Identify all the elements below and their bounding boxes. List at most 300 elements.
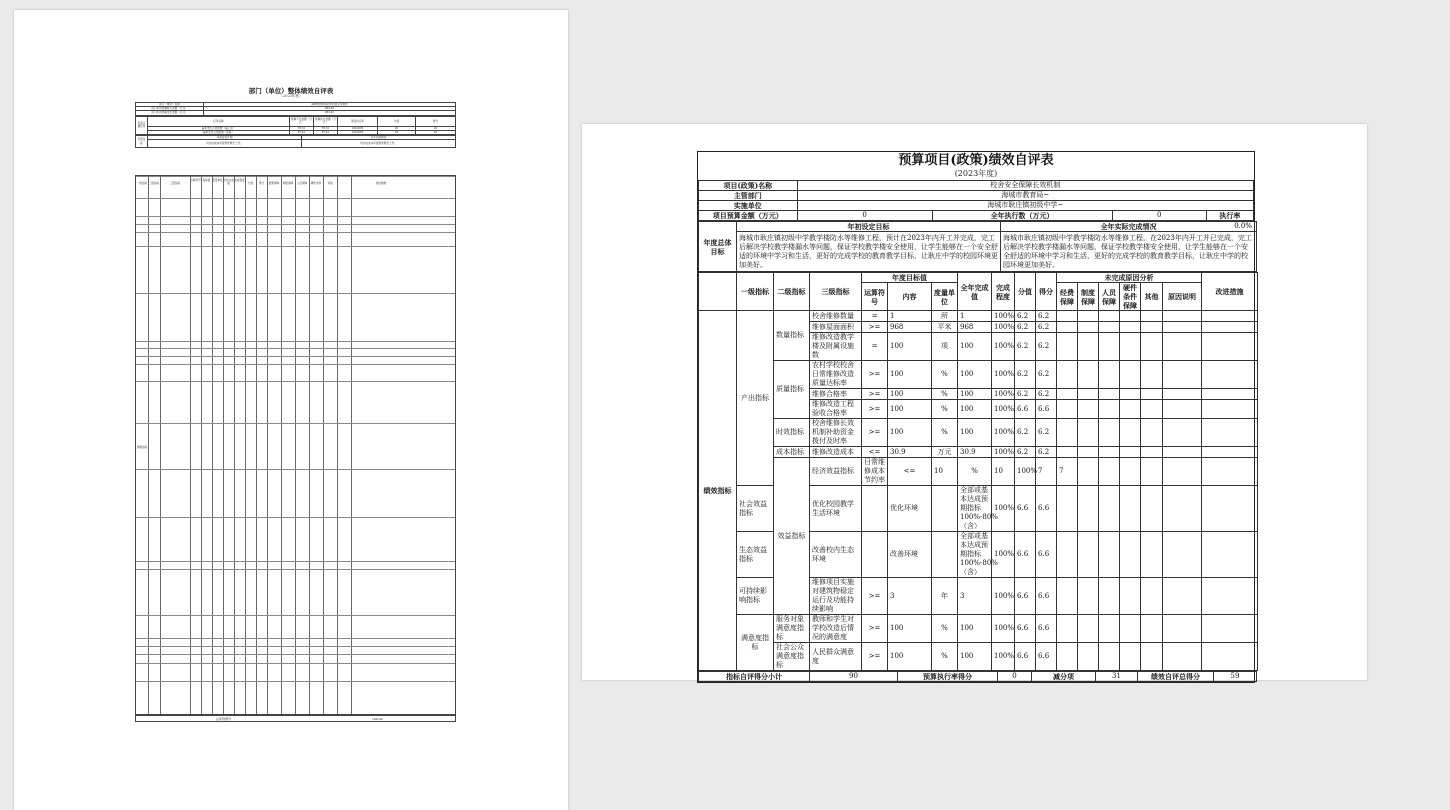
indicator-content: 100 [888, 419, 932, 447]
footer-table [698, 671, 1257, 682]
page1-indicator-grid [135, 175, 456, 715]
task-col-header: 任务名称 [148, 116, 290, 126]
indicator-name: 维修合格率 [810, 389, 862, 400]
indicator-score: 6.2 [1015, 311, 1036, 322]
col-header: 指标值 [202, 179, 211, 182]
indicator-op: >= [862, 389, 888, 400]
indicator-got: 6.6 [1036, 486, 1057, 532]
reason-cell [1057, 311, 1078, 322]
reason-cell [1141, 447, 1163, 458]
indicator-actual: 100 [958, 419, 992, 447]
task-actual: 76.31 [314, 126, 338, 130]
indicator-content: 100 [888, 643, 932, 671]
task-col-header: 项目执行率 [338, 116, 378, 126]
indicator-content: 优化环境 [888, 486, 932, 532]
reason-cell [1078, 458, 1099, 486]
indicator-got: 6.6 [1036, 532, 1057, 578]
col-header: 度量单位 [212, 179, 223, 182]
reason-cell [1202, 322, 1258, 333]
total-label: 总评价得分 [216, 717, 232, 721]
reason-cell [1099, 643, 1120, 671]
rate-value: 0.0% [1234, 222, 1252, 230]
indicator-content: 100 [888, 389, 932, 400]
reason-cell [1141, 532, 1163, 578]
indicator-unit: % [932, 389, 958, 400]
task-rate: 100.00% [338, 126, 378, 130]
exec-label: 全年执行数（万元） [932, 211, 1112, 221]
indicator-degree: 100% [992, 419, 1015, 447]
reason-cell [1057, 447, 1078, 458]
task-rate: 100.00% [338, 130, 378, 134]
indicator-name: 校舍维修长效机制补助资金拨付及时率 [810, 419, 862, 447]
reason-cell [1202, 615, 1258, 643]
indicator-content: 10 [932, 458, 958, 486]
reason-cell [1078, 447, 1099, 458]
col-header: 完成程度 [234, 179, 245, 182]
goal-plan-text: 切实完成本年度教育教学工作。 [148, 140, 302, 148]
reason-cell [1120, 458, 1141, 486]
col-header: 其他 [327, 182, 333, 185]
indicator-got: 6.2 [1036, 361, 1057, 389]
reason-cell [1141, 361, 1163, 389]
reason-cell [1120, 532, 1141, 578]
col-op: 运算符号 [862, 283, 888, 311]
budget-score-value: 0 [998, 672, 1032, 682]
reason-cell [1163, 532, 1202, 578]
reason-cell [1163, 458, 1202, 486]
reason-cell [1078, 643, 1099, 671]
total-value: 100.00 [372, 717, 383, 721]
reason-cell [1120, 447, 1141, 458]
indicator-got: 6.6 [1036, 643, 1057, 671]
col-r1: 经费保障 [1057, 283, 1078, 311]
dept-label: 主管部门 [699, 191, 798, 201]
col-header: 一级指标 [136, 182, 148, 185]
form-year: (2023年度) [954, 169, 998, 178]
reason-cell [1099, 322, 1120, 333]
indicator-unit: 平米 [932, 322, 958, 333]
task-score: 20 [378, 126, 416, 130]
indicator-op: = [862, 311, 888, 322]
performance-eval-form [697, 151, 1255, 683]
reason-cell [1163, 389, 1202, 400]
indicator-actual: 100 [958, 400, 992, 419]
col-header: 制度保障 [282, 182, 294, 185]
indicator-degree: 100% [992, 322, 1015, 333]
level2-quality: 质量指标 [774, 361, 810, 419]
minus-value: 31 [1096, 672, 1138, 682]
col-header: 改进措施 [375, 182, 387, 185]
col-header: 二级指标 [148, 182, 160, 185]
budget-score-label: 预算执行率得分 [898, 672, 998, 682]
page1-subtitle: （2023年度） [279, 94, 303, 98]
reason-cell [1057, 643, 1078, 671]
indicator-op: >= [862, 578, 888, 615]
reason-cell [1202, 389, 1258, 400]
indicator-degree: 100% [992, 532, 1015, 578]
task-got: 20 [416, 130, 456, 134]
task-col-header: 分值 [378, 116, 416, 126]
indicator-table [698, 272, 1258, 671]
reason-cell [1202, 578, 1258, 615]
indicator-name: 改善校内生态环境 [810, 532, 862, 578]
indicator-content: 100 [888, 400, 932, 419]
col-score: 分值 [1015, 273, 1036, 311]
level2-svc_sat: 服务对象满意度指标 [774, 615, 810, 643]
indicator-actual: 100 [958, 615, 992, 643]
reason-cell [1202, 361, 1258, 389]
subtotal-label: 指标自评得分小计 [699, 672, 810, 682]
project-name-label: 项目(政策)名称 [699, 181, 798, 191]
indicator-unit: % [932, 643, 958, 671]
col-r5: 其他 [1141, 283, 1163, 311]
indicator-op: >= [862, 322, 888, 333]
indicator-name: 维修项目实施对建筑物稳定运行及功能持续影响 [810, 578, 862, 615]
col-header: 三级指标 [169, 182, 181, 185]
indicator-unit: % [932, 400, 958, 419]
indicator-score: 6.2 [1015, 322, 1036, 333]
indicator-op: <= [888, 458, 932, 486]
indicator-actual: 全部或基本达成预期指标100%-80%（含） [958, 486, 992, 532]
goal-plan-header: 年初设定目标 [737, 222, 1001, 232]
perf-indicator-label: 绩效指标 [699, 311, 737, 671]
indicator-content: 968 [888, 322, 932, 333]
reason-cell [1120, 578, 1141, 615]
document-page-2[interactable] [582, 124, 1367, 680]
reason-cell [1099, 615, 1120, 643]
reason-cell [1078, 333, 1099, 361]
reason-cell [1163, 447, 1202, 458]
goal-plan-text: 海城市耿庄镇初级中学教学楼防水等维修工程，预计在2023年内开工并完成，完工后解决学校教学楼漏水等问题，保证学校教学楼安全使用，让学生能够在一个安全舒适的环境中学习和生活，更好的完成学校的教育教学目标，让耿庄中学的校园环境更加美好。 [737, 232, 1001, 272]
reason-cell [1057, 333, 1078, 361]
reason-cell [1120, 322, 1141, 333]
document-page-1[interactable] [14, 10, 568, 810]
reason-cell [1057, 361, 1078, 389]
reason-cell [1141, 322, 1163, 333]
indicator-name: 优化校园教学生活环境 [810, 486, 862, 532]
indicator-actual: 3 [958, 578, 992, 615]
reason-cell [1163, 486, 1202, 532]
indicator-name: 农村学校校舍日常维修改造质量达标率 [810, 361, 862, 389]
indicator-got: 6.2 [1036, 333, 1057, 361]
indicator-degree: 100% [992, 578, 1015, 615]
reason-cell [1099, 532, 1120, 578]
indicator-actual: 100 [958, 643, 992, 671]
header-label: 部门年初预算支出金额（万元） [136, 111, 204, 115]
reason-cell [1141, 578, 1163, 615]
indicator-actual: 100 [958, 389, 992, 400]
indicator-unit [932, 486, 958, 532]
level1-benefit: 效益指标 [774, 458, 810, 615]
indicator-degree: 100% [992, 643, 1015, 671]
indicator-score: 6.6 [1015, 615, 1036, 643]
header-label: 部门（单位）名称 [136, 103, 204, 107]
reason-cell [1202, 458, 1258, 486]
col-content: 内容 [888, 283, 932, 311]
col-r4: 硬件条件保障 [1120, 283, 1141, 311]
page1-header-table [135, 102, 456, 148]
indicator-degree: 100% [992, 389, 1015, 400]
col-header: 分值 [247, 182, 254, 185]
indicator-actual: 968 [958, 322, 992, 333]
reason-cell [1099, 486, 1120, 532]
page1-title: 部门（单位）整体绩效自评表 [248, 87, 334, 95]
indicator-op [862, 532, 888, 578]
indicator-op: >= [862, 419, 888, 447]
indicator-name: 校舍维修数量 [810, 311, 862, 322]
indicator-name: 维修改造教学楼及附属设施数 [810, 333, 862, 361]
reason-cell [1057, 578, 1078, 615]
task-row-label: 年度主要任务 [136, 116, 148, 134]
goal-row-label: 年度目标 [136, 136, 148, 148]
level2-quantity: 数量指标 [774, 311, 810, 361]
col-header: 全年完成值 [223, 179, 234, 186]
indicator-name: 维修屋面面积 [810, 322, 862, 333]
reason-cell [1078, 400, 1099, 419]
indicator-degree: 100% [992, 615, 1015, 643]
task-budget: 87.41 [290, 130, 314, 134]
indicator-op: >= [862, 615, 888, 643]
task-budget: 76.31 [290, 126, 314, 130]
reason-cell [1141, 486, 1163, 532]
dept-value: 海城市教育局~ [797, 191, 1253, 201]
reason-cell [1202, 333, 1258, 361]
indicator-op [862, 486, 888, 532]
indicator-op: = [862, 333, 888, 361]
rate-label: 执行率 [1206, 211, 1253, 221]
reason-cell [1099, 361, 1120, 389]
indicator-unit: 万元 [932, 447, 958, 458]
col-header: 运算符号 [190, 179, 201, 182]
indicator-score: 6.2 [1015, 333, 1036, 361]
indicator-content: 改善环境 [888, 532, 932, 578]
reason-cell [1078, 389, 1099, 400]
reason-cell [1099, 400, 1120, 419]
indicator-op: >= [862, 400, 888, 419]
reason-cell [1078, 486, 1099, 532]
col-header: 得分 [258, 182, 265, 185]
goal-actual-text: 海城市耿庄镇初级中学教学楼防水等维修工程，在2023年内开工并已完成，完工后解决学校教学楼漏水等问题，保证学校教学楼安全使用，让学生能够在一个安全舒适的环境中学习和生活，更好的完成学校的教育教学目标，让耿庄中学的校园环境更加美好。 [1001, 232, 1257, 272]
page1-total-row [135, 715, 456, 722]
indicator-unit: 项 [932, 333, 958, 361]
col-actual: 全年完成值 [958, 273, 992, 311]
budget-label: 项目预算金额（万元） [699, 211, 798, 221]
reason-cell [1141, 419, 1163, 447]
reason-cell [1141, 311, 1163, 322]
indicator-score: 6.6 [1015, 578, 1036, 615]
indicator-content: 100 [888, 615, 932, 643]
indicator-got: 7 [1057, 458, 1078, 486]
indicator-name: 维修改造成本 [810, 447, 862, 458]
col-unit: 度量单位 [932, 283, 958, 311]
indicator-actual: 100 [958, 333, 992, 361]
reason-cell [1099, 389, 1120, 400]
reason-cell [1099, 458, 1120, 486]
col-target-group: 年度目标值 [862, 273, 958, 283]
col-improve: 改进措施 [1202, 273, 1258, 311]
project-name-value: 校舍安全保障长效机制 [797, 181, 1253, 191]
reason-cell [1120, 333, 1141, 361]
goal-done-header: 全年完成情况 [302, 136, 456, 140]
indicator-score: 6.2 [1015, 419, 1036, 447]
indicator-got: 6.2 [1036, 447, 1057, 458]
col-header: 经费保障 [268, 182, 280, 185]
reason-cell [1078, 361, 1099, 389]
task-name: 基本支出人员经费（保险） [148, 130, 290, 134]
task-name: 基本支出人员经费（基工资） [148, 126, 290, 130]
reason-cell [1078, 578, 1099, 615]
indicator-unit: % [932, 361, 958, 389]
reason-cell [1163, 400, 1202, 419]
indicator-score: 6.2 [1015, 389, 1036, 400]
minus-label: 减分项 [1032, 672, 1096, 682]
reason-cell [1202, 643, 1258, 671]
project-info-table [698, 180, 1254, 221]
reason-cell [1202, 447, 1258, 458]
indicator-content: 1 [888, 311, 932, 322]
indicator-blank-header [699, 273, 737, 311]
task-actual: 87.41 [314, 130, 338, 134]
reason-cell [1078, 311, 1099, 322]
reason-cell [1057, 400, 1078, 419]
reason-cell [1057, 389, 1078, 400]
reason-cell [1099, 578, 1120, 615]
col-header: 人员保障 [296, 182, 308, 185]
reason-cell [1202, 311, 1258, 322]
indicator-op: >= [862, 643, 888, 671]
reason-cell [1202, 419, 1258, 447]
col-l1: 一级指标 [737, 273, 774, 311]
goal-plan-header: 年初目标计划 [148, 136, 302, 140]
indicator-got: 6.6 [1036, 400, 1057, 419]
reason-cell [1141, 643, 1163, 671]
indicator-op: <= [862, 447, 888, 458]
task-col-header: 预算执行金额（万元） [315, 117, 336, 125]
reason-cell [1141, 389, 1163, 400]
reason-cell [1202, 400, 1258, 419]
reason-cell [1202, 532, 1258, 578]
reason-cell [1163, 333, 1202, 361]
task-got: 20 [416, 126, 456, 130]
indicator-score: 6.6 [1015, 400, 1036, 419]
total-score-label: 绩效自评总得分 [1138, 672, 1214, 682]
indicator-got: 6.2 [1036, 322, 1057, 333]
indicator-score: 6.2 [1015, 361, 1036, 389]
level2-cost: 成本指标 [774, 447, 810, 458]
reason-cell [1120, 400, 1141, 419]
reason-cell [1099, 447, 1120, 458]
indicator-degree: 100% [992, 311, 1015, 322]
reason-cell [1057, 322, 1078, 333]
subtotal-value: 90 [810, 672, 898, 682]
level2-economic: 经济效益指标 [810, 458, 862, 486]
reason-cell [1163, 578, 1202, 615]
indicator-got: 6.2 [1036, 311, 1057, 322]
reason-cell [1057, 532, 1078, 578]
reason-cell [1120, 311, 1141, 322]
indicator-degree: 100% [992, 400, 1015, 419]
indicator-got: 6.2 [1036, 419, 1057, 447]
indicator-got: 6.6 [1036, 578, 1057, 615]
reason-cell [1099, 419, 1120, 447]
level1-label: 绩效指标 [136, 446, 148, 449]
reason-cell [1202, 486, 1258, 532]
reason-cell [1057, 615, 1078, 643]
level1-satisfaction: 满意度指标 [737, 615, 774, 671]
col-got: 得分 [1036, 273, 1057, 311]
level2-social: 社会效益指标 [737, 486, 774, 532]
exec-value: 0 [1112, 211, 1206, 221]
level2-ecological: 生态效益指标 [737, 532, 774, 578]
reason-cell [1078, 322, 1099, 333]
budget-value: 0 [797, 211, 932, 221]
indicator-degree: 100% [992, 333, 1015, 361]
indicator-score: 6.2 [1015, 447, 1036, 458]
reason-cell [1120, 419, 1141, 447]
indicator-unit: 年 [932, 578, 958, 615]
indicator-content: 3 [888, 578, 932, 615]
indicator-score: 6.6 [1015, 643, 1036, 671]
indicator-unit: % [932, 419, 958, 447]
col-r2: 制度保障 [1078, 283, 1099, 311]
indicator-name: 日常维修成本节约率 [862, 458, 888, 486]
goal-row-label: 年度总体目标 [699, 222, 737, 272]
header-label: 部门年初预算收入金额（万元） [136, 107, 204, 111]
col-header: 硬件条件 [310, 182, 322, 185]
indicator-content: 30.9 [888, 447, 932, 458]
goal-done-text: 切实完成本年度教育教学工作。 [302, 140, 456, 148]
reason-cell [1163, 419, 1202, 447]
level2-timeliness: 时效指标 [774, 419, 810, 447]
indicator-got: 6.6 [1036, 615, 1057, 643]
indicator-score: 7 [1036, 458, 1057, 486]
indicator-degree: 100% [1015, 458, 1036, 486]
reason-cell [1120, 389, 1141, 400]
indicator-unit: % [958, 458, 992, 486]
reason-cell [1163, 322, 1202, 333]
indicator-unit: 所 [932, 311, 958, 322]
reason-cell [1163, 615, 1202, 643]
col-r6: 原因说明 [1163, 283, 1202, 311]
indicator-actual: 100 [958, 361, 992, 389]
indicator-actual: 10 [992, 458, 1015, 486]
reason-cell [1163, 643, 1202, 671]
indicator-name: 教师和学生对学校改造后情况的满意度 [810, 615, 862, 643]
col-degree: 完成程度 [992, 273, 1015, 311]
form-title: 预算项目(政策)绩效自评表 [898, 153, 1054, 168]
col-r3: 人员保障 [1099, 283, 1120, 311]
goal-table [698, 221, 1257, 272]
level2-pub_sat: 社会公众满意度指标 [774, 643, 810, 671]
indicator-content: 100 [888, 333, 932, 361]
goal-actual-header: 全年实际完成情况 [1001, 222, 1257, 232]
reason-cell [1120, 361, 1141, 389]
indicator-score: 6.6 [1015, 486, 1036, 532]
reason-cell [1141, 458, 1163, 486]
reason-cell [1163, 311, 1202, 322]
header-value: 963.45 [204, 111, 456, 115]
unit-value: 海城市耿庄镇初级中学~ [797, 201, 1253, 211]
reason-cell [1141, 333, 1163, 361]
indicator-score: 6.6 [1015, 532, 1036, 578]
reason-cell [1057, 419, 1078, 447]
task-col-header: 得分 [416, 116, 456, 126]
col-l3: 三级指标 [810, 273, 862, 311]
indicator-got: 6.2 [1036, 389, 1057, 400]
reason-cell [1120, 615, 1141, 643]
reason-cell [1078, 532, 1099, 578]
level2-sustain: 可持续影响指标 [737, 578, 774, 615]
